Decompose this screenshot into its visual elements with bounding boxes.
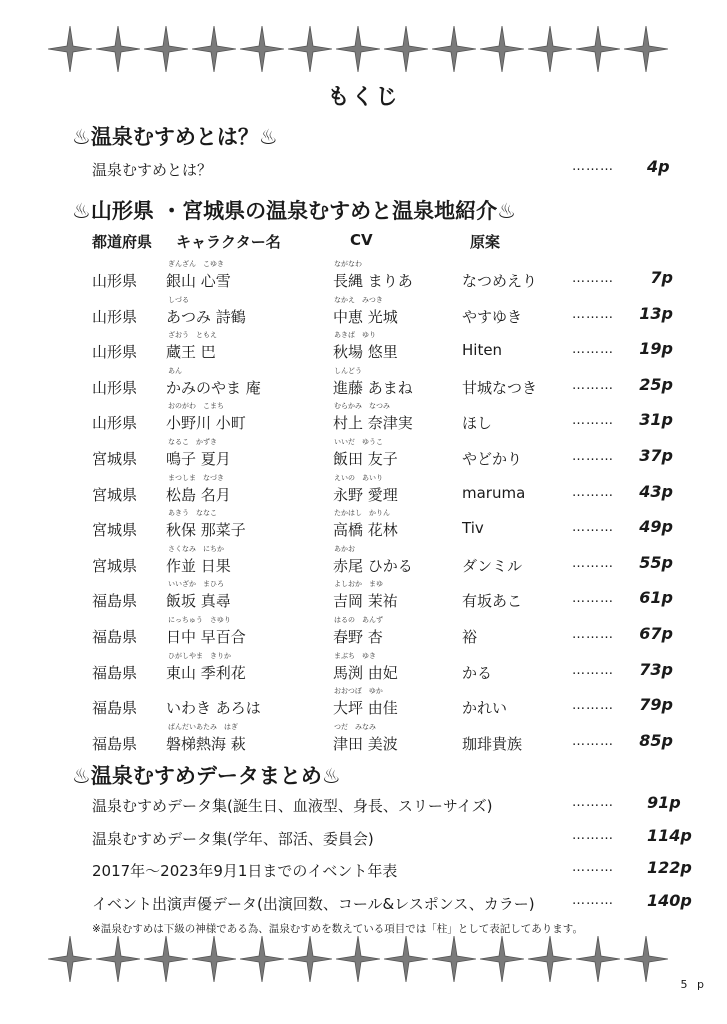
cv-ruby: ながなわ — [334, 260, 362, 268]
four-point-star-icon — [576, 26, 620, 72]
four-point-star-icon — [144, 936, 188, 982]
table-row[interactable] — [0, 328, 727, 364]
four-point-star-icon — [48, 936, 92, 982]
cell-artist: かる — [462, 663, 493, 682]
cell-prefecture: 宮城県 — [92, 521, 138, 540]
leader-dots: ……… — [572, 698, 614, 714]
cell-page-number: 73p — [639, 659, 673, 679]
cell-character: 蔵王 巴 — [166, 343, 216, 362]
cell-prefecture: 福島県 — [92, 699, 138, 718]
character-ruby: ばんだいあたみ はぎ — [168, 722, 238, 731]
cell-character: 秋保 那菜子 — [166, 521, 246, 540]
table-header — [0, 231, 727, 253]
cell-character: 作並 日果 — [166, 556, 231, 575]
cell-artist: なつめえり — [462, 272, 538, 290]
cell-cv: 吉岡 茉祐 — [333, 592, 398, 611]
cell-artist: 甘城なつき — [462, 378, 538, 397]
four-point-star-icon — [432, 26, 476, 72]
toc-entry-about[interactable] — [92, 155, 692, 185]
leader-dots: ……… — [572, 342, 614, 358]
character-ruby: しづる — [168, 295, 189, 304]
toc-entry-text: 2017年～2023年9月1日までのイベント年表 — [92, 862, 398, 880]
cell-prefecture: 山形県 — [92, 307, 138, 326]
header-artist: 原案 — [470, 233, 501, 251]
cell-page-number: 7p — [650, 268, 673, 287]
cell-cv: 進藤 あまね — [333, 378, 413, 397]
cell-character: 日中 早百合 — [166, 628, 246, 646]
table-row[interactable] — [0, 613, 727, 649]
toc-page-number: 4p — [647, 157, 670, 176]
table-row[interactable] — [0, 649, 727, 685]
cell-character: いわき あろは — [166, 699, 261, 718]
leader-dots: ……… — [572, 555, 614, 571]
cell-prefecture: 宮城県 — [92, 485, 138, 504]
toc-entry-text: 温泉むすめデータ集(誕生日、血液型、身長、スリーサイズ) — [92, 797, 493, 815]
cell-prefecture: 山形県 — [92, 343, 138, 362]
character-ruby: にっちゅう さゆり — [168, 616, 231, 624]
four-point-star-icon — [336, 936, 380, 982]
toc-entry[interactable] — [92, 824, 692, 854]
cell-prefecture: 福島県 — [92, 734, 138, 753]
cell-cv: 秋場 悠里 — [333, 343, 398, 362]
cv-ruby: たかはし かりん — [334, 509, 390, 518]
four-point-star-icon — [576, 936, 620, 982]
cell-artist: やすゆき — [462, 307, 523, 326]
four-point-star-icon — [528, 936, 572, 982]
cv-ruby: あかお — [334, 544, 355, 553]
four-point-star-icon — [432, 936, 476, 982]
cell-prefecture: 福島県 — [92, 592, 138, 611]
character-ruby: さくなみ にちか — [168, 544, 224, 553]
leader-dots: ……… — [572, 306, 614, 322]
four-point-star-icon — [96, 936, 140, 982]
leader-dots: ……… — [572, 892, 614, 908]
cell-artist: Hiten — [462, 341, 503, 360]
cell-character: かみのやま 庵 — [166, 378, 261, 397]
cell-cv: 中恵 光城 — [333, 307, 398, 326]
cell-cv: 春野 杏 — [333, 628, 383, 646]
table-row[interactable] — [0, 684, 727, 720]
leader-dots: ……… — [572, 733, 614, 749]
cell-page-number: 85p — [639, 730, 673, 750]
cell-character: 銀山 心雪 — [166, 272, 231, 290]
four-point-star-icon — [336, 26, 380, 72]
cv-ruby: つだ みなみ — [334, 722, 376, 731]
cell-page-number: 37p — [639, 446, 673, 465]
cell-page-number: 67p — [639, 624, 673, 643]
four-point-star-icon — [624, 26, 668, 72]
cell-character: 磐梯熱海 萩 — [166, 734, 246, 753]
header-cv: CV — [350, 231, 373, 249]
cell-page-number: 25p — [639, 374, 673, 394]
character-ruby: ひがしやま きりか — [168, 651, 231, 660]
character-ruby: まつしま なづき — [168, 473, 224, 482]
cell-page-number: 31p — [639, 410, 673, 430]
leader-dots: ……… — [572, 827, 614, 843]
four-point-star-icon — [48, 26, 92, 72]
toc-page-number: 91p — [647, 793, 681, 812]
character-ruby: ぎんざん こゆき — [168, 260, 224, 268]
section-heading-data: ♨温泉むすめデータまとめ♨ — [72, 764, 341, 788]
toc-page-number: 122p — [647, 858, 692, 877]
header-prefecture: 都道府県 — [92, 233, 153, 251]
four-point-star-icon — [96, 26, 140, 72]
toc-entry-text: 温泉むすめデータ集(学年、部活、委員会) — [92, 829, 374, 848]
cell-cv: 村上 奈津実 — [333, 414, 413, 433]
cell-artist: ほし — [462, 414, 493, 433]
four-point-star-icon — [240, 936, 284, 982]
top-star-border — [48, 26, 668, 72]
leader-dots: ……… — [572, 484, 614, 500]
table-row[interactable] — [0, 364, 727, 400]
four-point-star-icon — [480, 936, 524, 982]
cell-cv: 飯田 友子 — [333, 450, 398, 468]
leader-dots: ……… — [572, 377, 614, 393]
cell-character: 小野川 小町 — [166, 414, 246, 433]
leader-dots: ……… — [572, 449, 614, 464]
cell-prefecture: 山形県 — [92, 414, 138, 433]
leader-dots: ……… — [572, 159, 614, 174]
cell-artist: maruma — [462, 483, 526, 502]
cell-artist: 有坂あこ — [462, 592, 523, 611]
leader-dots: ……… — [572, 520, 614, 536]
table-row[interactable] — [0, 506, 727, 542]
cell-artist: Tiv — [462, 519, 484, 538]
cell-character: 飯坂 真尋 — [166, 592, 231, 611]
four-point-star-icon — [240, 26, 284, 72]
table-row[interactable] — [0, 720, 727, 756]
cv-ruby: まぶち ゆき — [334, 651, 376, 660]
cell-page-number: 19p — [639, 339, 673, 359]
leader-dots: ……… — [572, 271, 614, 286]
table-row[interactable] — [0, 293, 727, 329]
toc-entry-text: イベント出演声優データ(出演回数、コール&レスポンス、カラー) — [92, 894, 535, 913]
cell-cv: 高橋 花林 — [333, 521, 398, 540]
cv-ruby: なかえ みつき — [334, 295, 383, 304]
cell-artist: かれい — [462, 699, 508, 718]
toc-entry[interactable] — [92, 856, 692, 886]
table-row[interactable] — [0, 399, 727, 435]
four-point-star-icon — [624, 936, 668, 982]
leader-dots: ……… — [572, 860, 614, 875]
four-point-star-icon — [480, 26, 524, 72]
character-ruby: あん — [168, 366, 182, 375]
cell-character: 東山 季利花 — [166, 663, 246, 682]
cv-ruby: えいの あいり — [334, 473, 383, 482]
table-row[interactable] — [0, 257, 727, 293]
leader-dots: ……… — [572, 627, 614, 642]
cell-character: あつみ 詩鶴 — [166, 307, 246, 326]
character-ruby: いいざか まひろ — [168, 580, 224, 589]
cell-prefecture: 福島県 — [92, 628, 138, 646]
cell-page-number: 79p — [639, 695, 673, 715]
cell-artist: ダンミル — [462, 556, 523, 575]
leader-dots: ……… — [572, 591, 614, 607]
table-row[interactable] — [0, 542, 727, 578]
character-ruby: あきう ななこ — [168, 509, 217, 518]
four-point-star-icon — [192, 936, 236, 982]
cv-ruby: よしおか まゆ — [334, 580, 383, 589]
cell-cv: 長縄 まりあ — [333, 272, 413, 290]
four-point-star-icon — [384, 936, 428, 982]
toc-entry[interactable] — [92, 791, 692, 821]
cv-ruby: あきば ゆり — [334, 331, 376, 340]
header-character: キャラクター名 — [176, 233, 281, 251]
page-title: もくじ — [327, 85, 400, 110]
bottom-star-border — [48, 936, 668, 982]
four-point-star-icon — [288, 26, 332, 72]
table-row[interactable] — [0, 471, 727, 507]
cell-page-number: 43p — [639, 481, 673, 501]
four-point-star-icon — [192, 26, 236, 72]
cell-cv: 馬渕 由妃 — [333, 663, 398, 682]
character-ruby: なるこ かずき — [168, 438, 217, 446]
cell-cv: 大坪 由佳 — [333, 699, 398, 718]
toc-entry-text: 温泉むすめとは？ — [92, 161, 213, 179]
toc-page-number: 140p — [647, 890, 692, 910]
character-ruby: ざおう ともえ — [168, 331, 217, 340]
cell-cv: 赤尾 ひかる — [333, 556, 413, 575]
cv-ruby: むらかみ なつみ — [334, 402, 390, 411]
cell-prefecture: 山形県 — [92, 272, 138, 290]
cell-cv: 永野 愛理 — [333, 485, 398, 504]
cell-character: 鳴子 夏月 — [166, 450, 231, 468]
character-ruby: おのがわ こまち — [168, 402, 224, 411]
cell-prefecture: 宮城県 — [92, 556, 138, 575]
toc-entry[interactable] — [92, 889, 692, 919]
leader-dots: ……… — [572, 795, 614, 810]
table-row[interactable] — [0, 435, 727, 471]
four-point-star-icon — [528, 26, 572, 72]
page-number: 5 p — [680, 978, 707, 991]
cv-ruby: しんどう — [334, 366, 362, 375]
cell-prefecture: 福島県 — [92, 663, 138, 682]
cell-page-number: 13p — [639, 303, 673, 323]
cell-page-number: 61p — [639, 588, 673, 608]
cell-cv: 津田 美波 — [333, 734, 398, 753]
section-heading-about: ♨温泉むすめとは？♨ — [72, 125, 278, 149]
cell-artist: やどかり — [462, 450, 523, 468]
cell-page-number: 49p — [639, 517, 673, 537]
cell-artist: 珈琲貴族 — [462, 734, 523, 753]
four-point-star-icon — [384, 26, 428, 72]
cv-ruby: いいだ ゆうこ — [334, 438, 383, 446]
cell-prefecture: 山形県 — [92, 378, 138, 397]
leader-dots: ……… — [572, 662, 614, 678]
leader-dots: ……… — [572, 413, 614, 429]
section-heading-yamagata-miyagi: ♨山形県 ・宮城県の温泉むすめと温泉地紹介♨ — [72, 199, 516, 223]
cell-artist: 裕 — [462, 628, 478, 646]
cv-ruby: おおつぼ ゆか — [334, 687, 383, 696]
cv-ruby: はるの あんず — [334, 616, 383, 624]
cell-page-number: 55p — [639, 552, 673, 572]
footnote: ※温泉むすめは下級の神様である為、温泉むすめを数えている項目では「柱」として表記してあります。 — [92, 923, 583, 935]
toc-page-number: 114p — [647, 825, 692, 845]
four-point-star-icon — [144, 26, 188, 72]
table-row[interactable] — [0, 577, 727, 613]
four-point-star-icon — [288, 936, 332, 982]
cell-character: 松島 名月 — [166, 485, 231, 504]
cell-prefecture: 宮城県 — [92, 450, 138, 468]
